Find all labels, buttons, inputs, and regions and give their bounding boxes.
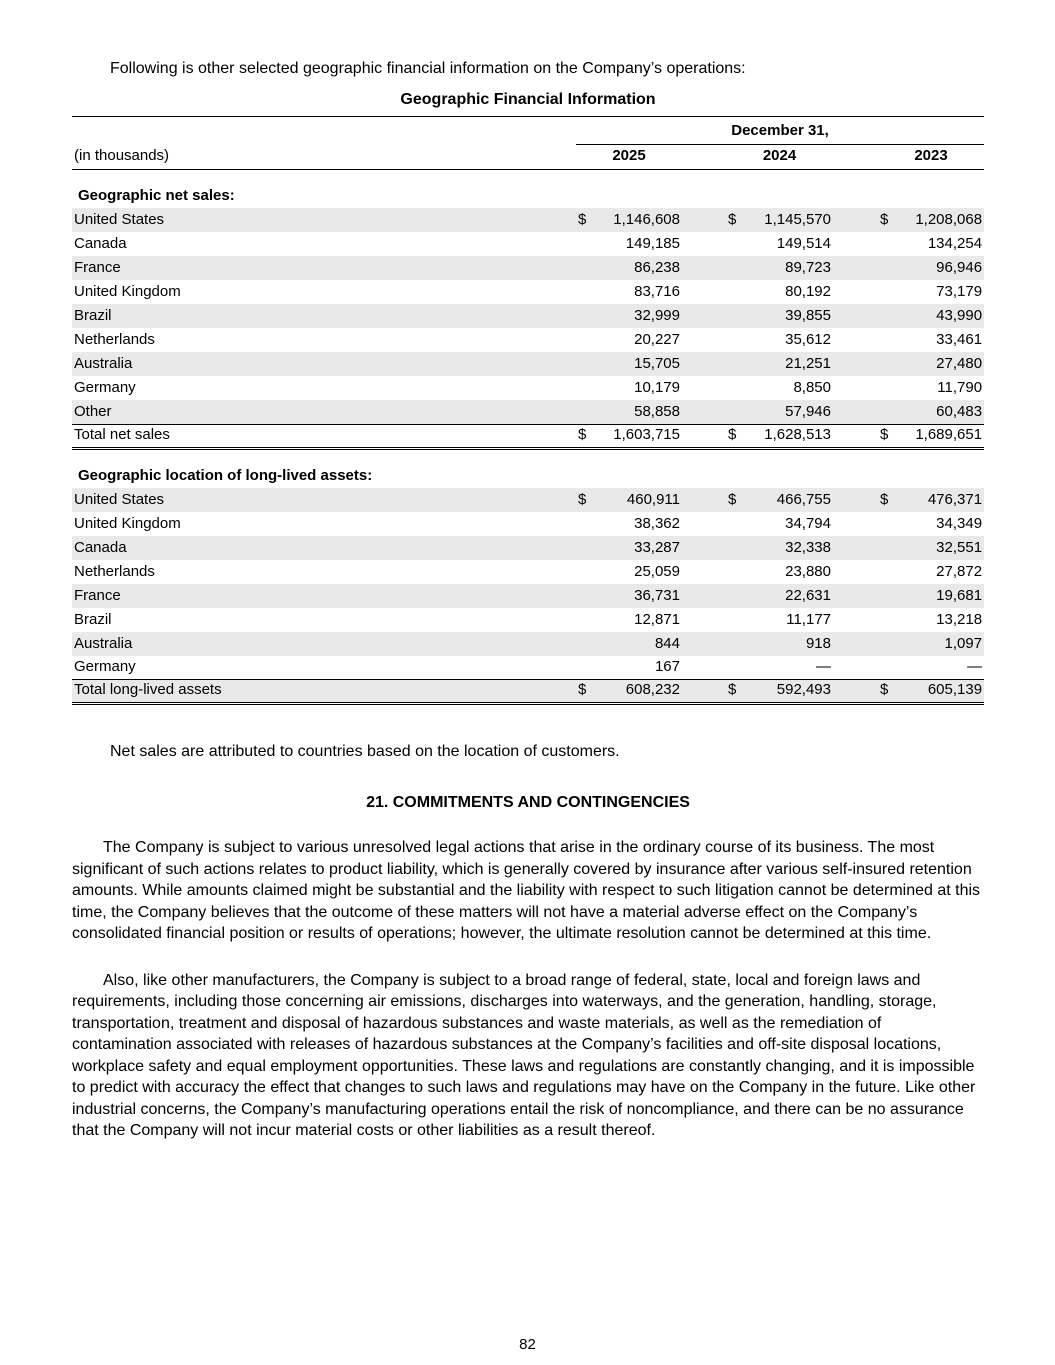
dollar-sign	[726, 232, 750, 256]
gap-cell	[682, 608, 726, 632]
section-heading: Geographic location of long-lived assets:	[78, 466, 373, 484]
dollar-sign	[576, 328, 600, 352]
value-cell: 32,338	[750, 536, 833, 560]
dollar-sign: $	[576, 488, 600, 512]
dollar-sign	[576, 400, 600, 424]
dollar-sign	[576, 560, 600, 584]
dollar-sign	[576, 232, 600, 256]
dollar-sign	[878, 400, 902, 424]
gap-cell	[833, 376, 878, 400]
net-sales-section	[72, 170, 984, 449]
dollar-sign	[576, 656, 600, 680]
dollar-sign	[878, 376, 902, 400]
row-label: United Kingdom	[74, 283, 181, 300]
dollar-sign: $	[726, 424, 750, 448]
gap-cell	[682, 560, 726, 584]
gap-cell	[682, 536, 726, 560]
value-cell: 32,999	[600, 304, 682, 328]
dollar-sign: $	[878, 488, 902, 512]
dollar-sign	[726, 256, 750, 280]
value-cell: 1,146,608	[600, 208, 682, 232]
value-cell: 918	[750, 632, 833, 656]
value-cell: 58,858	[600, 400, 682, 424]
row-label: Australia	[72, 352, 576, 376]
value-cell: 149,185	[625, 235, 680, 252]
dollar-sign: $	[878, 424, 902, 448]
value-cell: 8,850	[793, 379, 831, 396]
gap-cell	[833, 280, 878, 304]
dollar-sign	[726, 328, 750, 352]
value-cell: 36,731	[600, 584, 682, 608]
gap-cell	[833, 352, 878, 376]
dollar-sign	[878, 560, 902, 584]
value-cell: 22,631	[750, 584, 833, 608]
value-cell: 10,179	[634, 379, 680, 396]
value-cell: 33,287	[600, 536, 682, 560]
value-cell: 73,179	[936, 283, 983, 300]
gap-cell	[833, 328, 878, 352]
dollar-sign	[878, 256, 902, 280]
value-cell: 460,911	[600, 488, 682, 512]
gap-cell	[682, 232, 726, 256]
table-row	[72, 584, 984, 608]
value-cell: 96,946	[902, 256, 984, 280]
dollar-sign: $	[726, 208, 750, 232]
year-header-2025: 2025	[576, 145, 682, 170]
value-cell: 134,254	[927, 235, 983, 252]
gap-cell	[682, 208, 726, 232]
value-cell: —	[816, 658, 831, 675]
table-row	[72, 328, 984, 352]
gap-cell	[833, 145, 878, 170]
section-heading-row	[72, 448, 984, 488]
dollar-sign: $	[576, 680, 600, 704]
total-net-sales-row	[72, 424, 984, 448]
gap-cell	[833, 232, 878, 256]
dollar-sign	[878, 512, 902, 536]
value-cell: 167	[654, 658, 680, 675]
intro-text: Following is other selected geographic financial information on the Company’s operations:	[110, 60, 746, 77]
row-label: Canada	[72, 536, 576, 560]
paragraph-legal-actions: The Company is subject to various unresolved legal actions that arise in the ordinary course of its business. The most significant of such actions relates to product liability, which is generally covered by insurance after various self-insured retention amounts. While amounts claimed might be substantial and the liability with respect to such litigation cannot be determined at this time, the Company believes that the outcome of these matters will not have a material adverse effect on the Company’s consolidated financial position or results of operations; however, the ultimate resolution cannot be determined at this time.	[72, 839, 981, 942]
gap-cell	[682, 376, 726, 400]
value-cell: 34,794	[785, 514, 831, 532]
in-thousands-label: (in thousands)	[72, 145, 576, 170]
section-heading: Geographic net sales:	[78, 187, 235, 204]
table-row	[72, 656, 984, 680]
value-cell: —	[967, 658, 983, 675]
row-label: Germany	[74, 379, 136, 396]
total-label: Total long-lived assets	[72, 680, 576, 704]
value-cell: 15,705	[600, 352, 682, 376]
value-cell: 12,871	[634, 610, 680, 628]
row-label: Netherlands	[74, 562, 155, 580]
row-label: Australia	[72, 632, 576, 656]
gap-cell	[833, 512, 878, 536]
table-row	[72, 304, 984, 328]
gap-cell	[682, 656, 726, 680]
dollar-sign	[726, 656, 750, 680]
table-row	[72, 512, 984, 536]
dollar-sign	[878, 584, 902, 608]
dollar-sign: $	[576, 208, 600, 232]
row-label: Canada	[74, 235, 127, 252]
value-cell: 27,480	[902, 352, 984, 376]
table-row	[72, 280, 984, 304]
row-label: United Kingdom	[74, 514, 181, 532]
row-label: United States	[72, 488, 576, 512]
gap-cell	[682, 328, 726, 352]
value-cell: 605,139	[902, 680, 984, 704]
paragraph-environmental: Also, like other manufacturers, the Company is subject to a broad range of federal, state, local and foreign laws and requirements, including those concerning air emissions, discharges into waterways, and the generation, handling, storage, transportation, treatment and disposal of hazardous substances and waste materials, as well as the remediation of contamination associated with releases of hazardous substances at the Company’s facilities and off-site disposal locations, workplace safety and equal employment opportunities. These laws and regulations are constantly changing, and it is impossible to predict with accuracy the effect that changes to such laws and regulations may have on the Company in the future. Like other industrial concerns, the Company’s manufacturing operations entail the risk of noncompliance, and there can be no assurance that the Company will not incur material costs or other liabilities as a result thereof.	[72, 971, 976, 1139]
value-cell: 13,218	[936, 610, 983, 628]
note-text: Net sales are attributed to countries based on the location of customers.	[110, 743, 620, 760]
gap-cell	[833, 608, 878, 632]
dollar-sign: $	[878, 680, 902, 704]
dollar-sign	[576, 608, 600, 632]
gap-cell	[833, 584, 878, 608]
dollar-sign	[726, 536, 750, 560]
dollar-sign	[878, 608, 902, 632]
gap-cell	[682, 280, 726, 304]
dollar-sign	[878, 328, 902, 352]
dollar-sign	[726, 560, 750, 584]
dollar-sign	[878, 536, 902, 560]
value-cell: 32,551	[902, 536, 984, 560]
value-cell: 1,097	[902, 632, 984, 656]
dollar-sign	[576, 512, 600, 536]
gap-cell	[833, 304, 878, 328]
value-cell: 149,514	[776, 235, 831, 252]
value-cell: 11,790	[937, 379, 983, 396]
total-label: Total net sales	[72, 424, 576, 448]
gap-cell	[833, 488, 878, 512]
gap-cell	[833, 632, 878, 656]
value-cell: 1,603,715	[600, 424, 682, 448]
dollar-sign	[576, 584, 600, 608]
row-label: Brazil	[74, 610, 112, 628]
value-cell: 33,461	[936, 331, 983, 348]
dollar-sign: $	[878, 208, 902, 232]
dollar-sign	[726, 304, 750, 328]
year-header-2023: 2023	[878, 145, 984, 170]
dollar-sign	[726, 376, 750, 400]
value-cell: 466,755	[750, 488, 833, 512]
gap-cell	[833, 656, 878, 680]
value-cell: 43,990	[902, 304, 984, 328]
dollar-sign	[576, 632, 600, 656]
section-heading-row	[72, 170, 984, 209]
total-long-lived-assets-row	[72, 680, 984, 704]
table-row	[72, 376, 984, 400]
gap-cell	[682, 145, 726, 170]
gap-cell	[833, 424, 878, 448]
value-cell: 19,681	[902, 584, 984, 608]
gap-cell	[682, 352, 726, 376]
section-21-heading: 21. COMMITMENTS AND CONTINGENCIES	[366, 794, 690, 811]
dollar-sign	[726, 608, 750, 632]
gap-cell	[833, 400, 878, 424]
dollar-sign	[878, 304, 902, 328]
value-cell: 86,238	[600, 256, 682, 280]
gap-cell	[682, 632, 726, 656]
gap-cell	[682, 304, 726, 328]
value-cell: 39,855	[750, 304, 833, 328]
value-cell: 89,723	[750, 256, 833, 280]
page-number: 82	[519, 1336, 536, 1353]
gap-cell	[833, 560, 878, 584]
value-cell: 1,689,651	[902, 424, 984, 448]
value-cell: 83,716	[634, 283, 680, 300]
dollar-sign	[576, 352, 600, 376]
row-label: France	[72, 256, 576, 280]
table-row	[72, 632, 984, 656]
table-row	[72, 352, 984, 376]
value-cell: 23,880	[785, 562, 831, 580]
date-header: December 31,	[576, 117, 984, 145]
dollar-sign	[726, 632, 750, 656]
year-header-2024: 2024	[726, 145, 833, 170]
value-cell: 80,192	[785, 283, 831, 300]
gap-cell	[682, 256, 726, 280]
row-label: United States	[72, 208, 576, 232]
value-cell: 27,872	[936, 562, 983, 580]
table-row	[72, 488, 984, 512]
table-row	[72, 400, 984, 424]
value-cell: 476,371	[902, 488, 984, 512]
dollar-sign	[576, 536, 600, 560]
dollar-sign	[576, 256, 600, 280]
value-cell: 25,059	[634, 562, 680, 580]
table-row	[72, 232, 984, 256]
dollar-sign	[576, 304, 600, 328]
gap-cell	[682, 512, 726, 536]
value-cell: 35,612	[785, 331, 831, 348]
value-cell: 11,177	[786, 610, 831, 628]
dollar-sign: $	[576, 424, 600, 448]
value-cell: 592,493	[750, 680, 833, 704]
dollar-sign	[878, 352, 902, 376]
value-cell: 608,232	[600, 680, 682, 704]
dollar-sign	[878, 632, 902, 656]
row-label: Germany	[74, 658, 136, 675]
value-cell: 20,227	[634, 331, 680, 348]
table-row	[72, 560, 984, 584]
row-label: France	[72, 584, 576, 608]
dollar-sign	[878, 280, 902, 304]
dollar-sign	[878, 656, 902, 680]
gap-cell	[833, 680, 878, 704]
row-label: Other	[72, 400, 576, 424]
gap-cell	[682, 680, 726, 704]
value-cell: 34,349	[936, 514, 983, 532]
long-lived-assets-section	[72, 448, 984, 704]
dollar-sign	[576, 280, 600, 304]
dollar-sign	[726, 584, 750, 608]
dollar-sign	[726, 400, 750, 424]
value-cell: 57,946	[750, 400, 833, 424]
gap-cell	[833, 536, 878, 560]
dollar-sign	[878, 232, 902, 256]
table-row	[72, 208, 984, 232]
gap-cell	[682, 424, 726, 448]
table-row	[72, 536, 984, 560]
value-cell: 60,483	[902, 400, 984, 424]
gap-cell	[833, 208, 878, 232]
gap-cell	[682, 400, 726, 424]
dollar-sign	[576, 376, 600, 400]
row-label: Brazil	[72, 304, 576, 328]
dollar-sign	[726, 280, 750, 304]
gap-cell	[682, 488, 726, 512]
geographic-financial-table	[72, 116, 984, 705]
value-cell: 38,362	[634, 514, 680, 532]
date-header-row	[72, 117, 984, 145]
value-cell: 844	[600, 632, 682, 656]
value-cell: 1,208,068	[902, 208, 984, 232]
table-row	[72, 608, 984, 632]
dollar-sign	[726, 352, 750, 376]
value-cell: 1,145,570	[750, 208, 833, 232]
value-cell: 21,251	[750, 352, 833, 376]
dollar-sign: $	[726, 488, 750, 512]
table-title: Geographic Financial Information	[400, 91, 656, 108]
empty-cell	[72, 117, 576, 145]
dollar-sign: $	[726, 680, 750, 704]
dollar-sign	[726, 512, 750, 536]
year-header-row	[72, 145, 984, 170]
row-label: Netherlands	[74, 331, 155, 348]
value-cell: 1,628,513	[750, 424, 833, 448]
table-row	[72, 256, 984, 280]
gap-cell	[833, 256, 878, 280]
gap-cell	[682, 584, 726, 608]
